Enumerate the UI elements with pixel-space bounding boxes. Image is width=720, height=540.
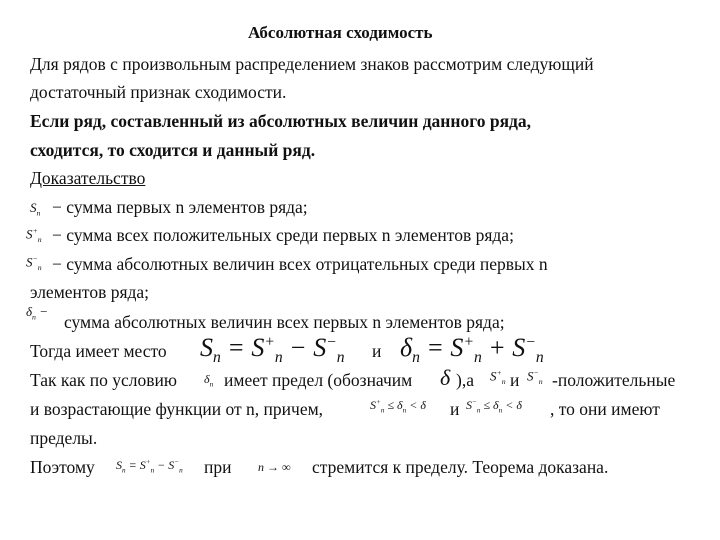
cond-and: и: [510, 370, 520, 390]
theorem-line-1: Если ряд, составленный из абсолютных величин данного ряда,: [30, 111, 532, 131]
intro-line-2: достаточный признак сходимости.: [30, 82, 287, 102]
proof-heading: Доказательство: [30, 168, 146, 188]
formula-sn-minus-inline: $S^-_n$: [527, 368, 543, 386]
def-sn: − сумма первых n элементов ряда;: [52, 197, 308, 217]
conclusion: стремится к пределу. Теорема доказана.: [312, 457, 609, 477]
cond-prefix: Так как по условию: [30, 370, 177, 390]
formula-delta-sum: $\delta_n = S^+_n + S^-_n$: [400, 333, 544, 367]
formula-sn-split: $S_n = S^+_n - S^-_n$: [200, 333, 345, 367]
formula-n-to-inf: n → ∞: [258, 460, 291, 474]
formula-delta-n: $\delta_n$ −: [26, 304, 48, 322]
theorem-line-2: сходится, то сходится и данный ряд.: [30, 140, 316, 160]
incr-and: и: [450, 399, 460, 419]
formula-sn-plus-inline: $S^+_n$: [490, 368, 506, 386]
and-1: и: [372, 341, 382, 361]
cond-mid: имеет предел (обозначим: [224, 370, 413, 390]
def-sn-plus: − сумма всех положительных среди первых n элементов ряда;: [52, 225, 514, 245]
formula-delta-n-inline: $\delta_n$: [204, 372, 214, 389]
formula-sn-final: $S_n = S^+_n - S^-_n$: [116, 458, 183, 475]
page-title: Абсолютная сходимость: [248, 23, 433, 42]
def-delta: сумма абсолютных величин всех первых n элементов ряда;: [64, 312, 505, 332]
formula-sn: $S_n$: [30, 200, 41, 218]
def-sn-minus-2: элементов ряда;: [30, 282, 150, 302]
def-sn-minus-1: − сумма абсолютных величин всех отрицательных среди первых n: [52, 254, 548, 274]
then-text: Тогда имеет место: [30, 341, 167, 361]
formula-sn-plus: $S^+_n$: [26, 226, 42, 244]
therefore: Поэтому: [30, 457, 95, 477]
formula-ineq-plus: $S^+_n \le \delta_n < \delta$: [370, 398, 426, 415]
cond-after-delta: ),а: [456, 370, 474, 390]
cond-suffix: -положительные: [552, 370, 676, 390]
incr-prefix: и возрастающие функции от n, причем,: [30, 399, 324, 419]
at: при: [204, 457, 232, 477]
incr-suffix: , то они имеют: [550, 399, 660, 419]
limits-line: пределы.: [30, 428, 98, 448]
intro-line-1: Для рядов с произвольным распределением знаков рассмотрим следующий: [30, 54, 594, 74]
formula-sn-minus: $S^-_n$: [26, 254, 42, 272]
formula-ineq-minus: $S^-_n \le \delta_n < \delta$: [466, 398, 522, 415]
formula-delta: δ: [440, 365, 451, 390]
